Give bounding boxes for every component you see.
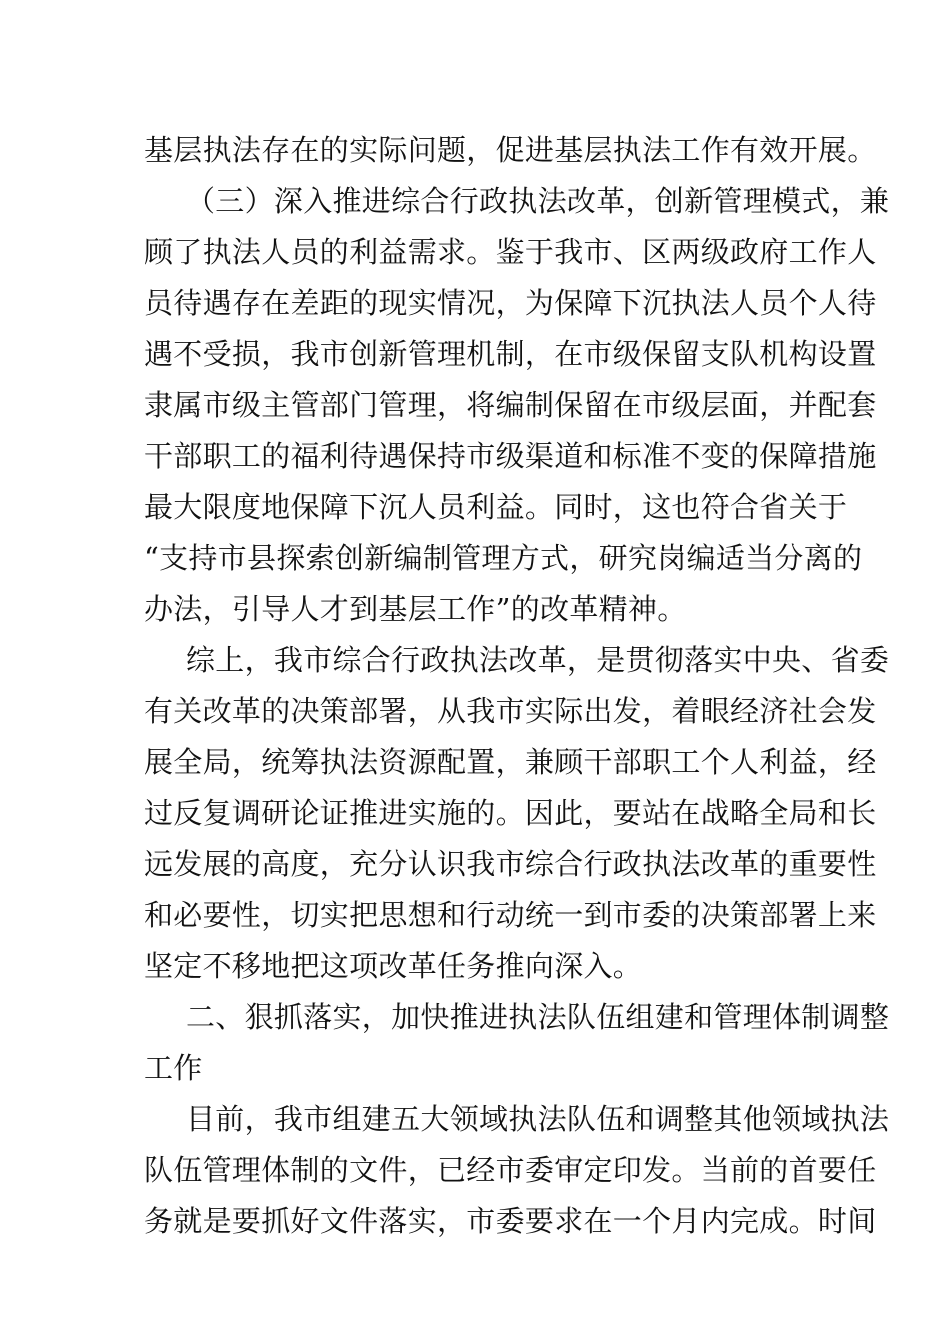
text-line: 队伍管理体制的文件，已经市委审定印发。当前的首要任 — [144, 1153, 877, 1187]
text-line: 干部职工的福利待遇保持市级渠道和标准不变的保障措施 — [144, 439, 877, 473]
text-line: 遇不受损，我市创新管理机制，在市级保留支队机构设置 — [144, 337, 877, 371]
text-line: 顾了执法人员的利益需求。鉴于我市、区两级政府工作人 — [144, 235, 877, 269]
text-line: 隶属市级主管部门管理，将编制保留在市级层面，并配套 — [144, 388, 877, 422]
text-line: 最大限度地保障下沉人员利益。同时，这也符合省关于 — [144, 490, 848, 524]
paragraph-start-line: 目前，我市组建五大领域执法队伍和调整其他领域执法 — [186, 1102, 890, 1136]
text-line: “支持市县探索创新编制管理方式，研究岗编适当分离的 — [144, 541, 863, 575]
text-line: 和必要性，切实把思想和行动统一到市委的决策部署上来 — [144, 898, 877, 932]
section-heading-line: 二、狠抓落实，加快推进执法队伍组建和管理体制调整 — [186, 1000, 890, 1034]
text-line: 有关改革的决策部署，从我市实际出发，着眼经济社会发 — [144, 694, 877, 728]
text-line: 展全局，统筹执法资源配置，兼顾干部职工个人利益，经 — [144, 745, 877, 779]
paragraph-start-line: 综上，我市综合行政执法改革，是贯彻落实中央、省委 — [186, 643, 890, 677]
text-line: 基层执法存在的实际问题，促进基层执法工作有效开展。 — [144, 133, 877, 167]
text-line: 务就是要抓好文件落实，市委要求在一个月内完成。时间 — [144, 1204, 877, 1238]
text-line: 坚定不移地把这项改革任务推向深入。 — [144, 949, 643, 983]
text-line: 办法，引导人才到基层工作”的改革精神。 — [144, 592, 687, 626]
text-line: 过反复调研论证推进实施的。因此，要站在战略全局和长 — [144, 796, 877, 830]
section-heading-line: （三）深入推进综合行政执法改革，创新管理模式，兼 — [186, 184, 890, 218]
text-line: 员待遇存在差距的现实情况，为保障下沉执法人员个人待 — [144, 286, 877, 320]
section-heading-line: 工作 — [144, 1051, 203, 1085]
text-line: 远发展的高度，充分认识我市综合行政执法改革的重要性 — [144, 847, 877, 881]
